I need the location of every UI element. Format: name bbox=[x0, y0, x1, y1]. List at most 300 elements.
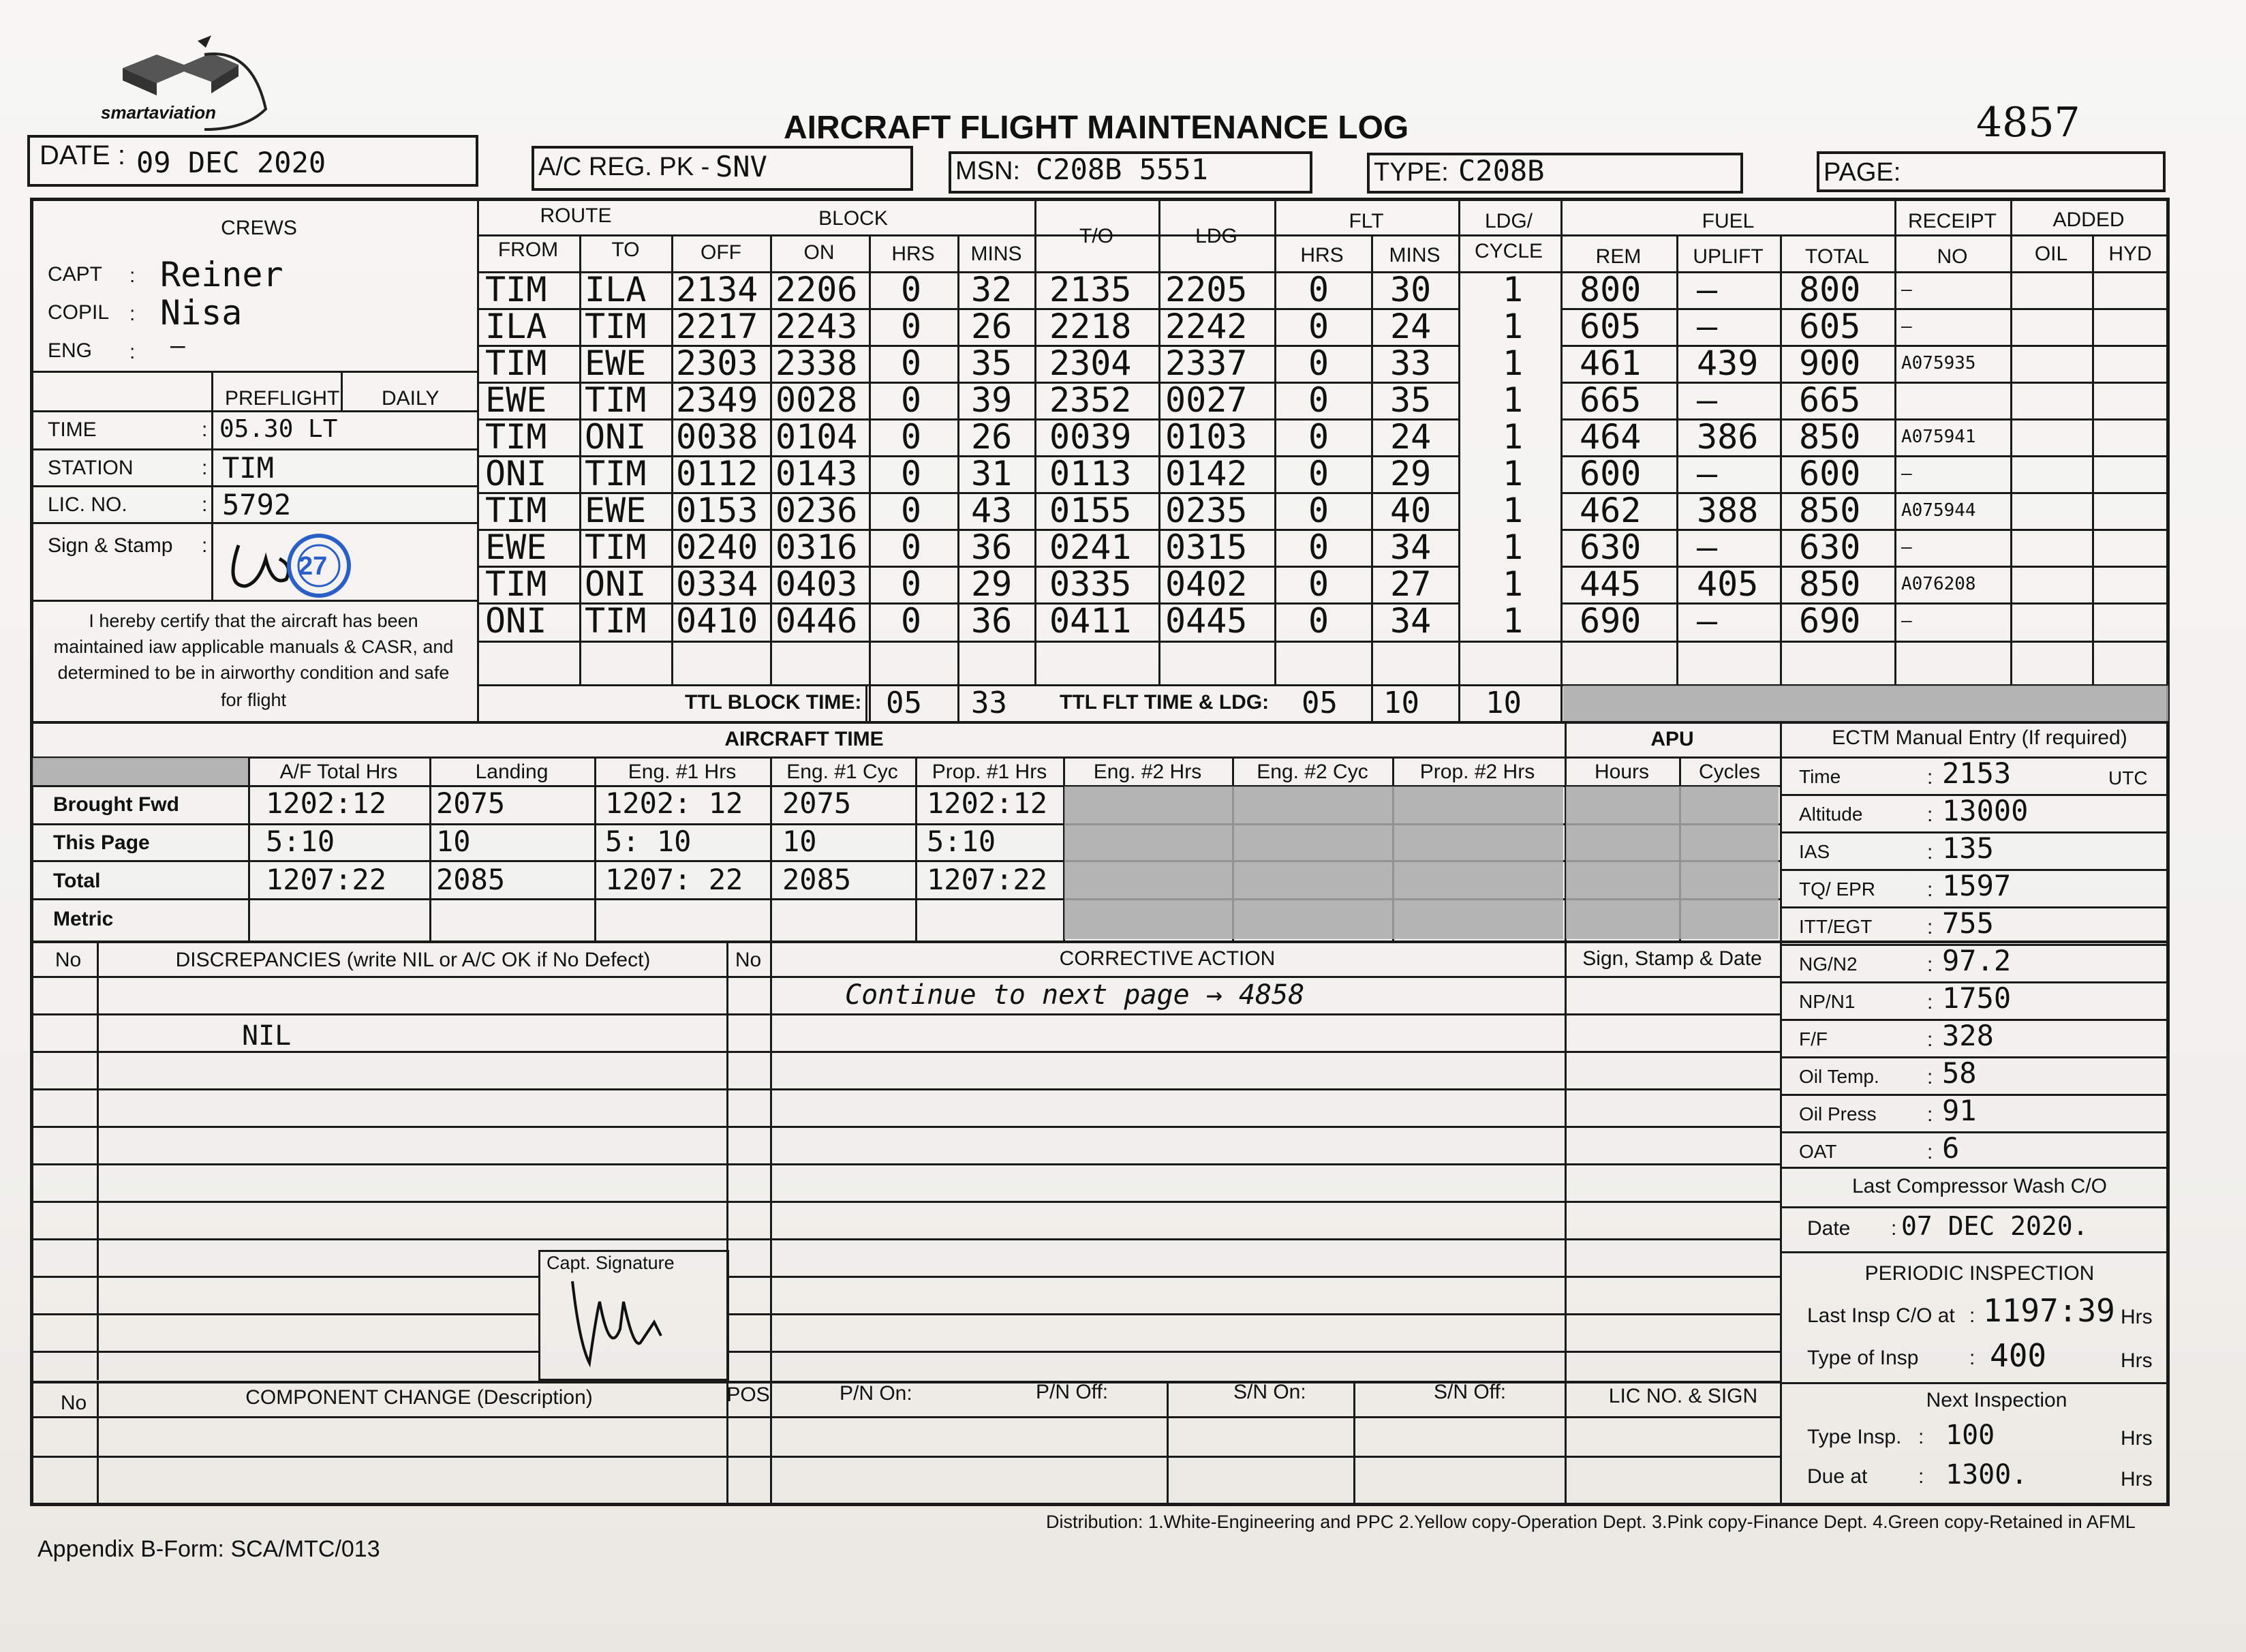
flight-cell-bh: 0 bbox=[901, 270, 922, 309]
eng2-shade bbox=[1064, 786, 1563, 939]
disc-line bbox=[30, 1201, 726, 1203]
sign-stamp-heading: Sign, Stamp & Date bbox=[1582, 947, 1762, 970]
flight-cell-rem: 464 bbox=[1580, 417, 1642, 457]
flight-cell-cycle: 1 bbox=[1503, 343, 1524, 383]
ectm-label: F/F bbox=[1799, 1028, 1828, 1050]
flight-cell-takeoff: 0241 bbox=[1049, 527, 1132, 567]
ectm-label: Time bbox=[1799, 766, 1841, 787]
atime-cell: 2075 bbox=[782, 786, 852, 820]
atime-cell: 1202: 12 bbox=[605, 786, 743, 820]
flight-cell-bm: 43 bbox=[971, 491, 1013, 530]
daily-label: DAILY bbox=[382, 387, 440, 410]
ectm-value: 1597 bbox=[1942, 869, 2012, 902]
capt-sep: : bbox=[129, 264, 136, 287]
ttl-block-hrs: 05 bbox=[886, 686, 922, 720]
flight-cell-on: 0236 bbox=[775, 491, 858, 530]
type-insp-value: 400 bbox=[1990, 1337, 2047, 1374]
flight-cell-rem: 600 bbox=[1580, 454, 1642, 493]
flight-cell-cycle: 1 bbox=[1503, 417, 1524, 457]
ttl-flt-hrs: 05 bbox=[1302, 686, 1338, 720]
flight-cell-total: 690 bbox=[1799, 601, 1861, 641]
flight-cell-to: ONI bbox=[585, 417, 647, 457]
lic-label: LIC. NO. bbox=[48, 493, 127, 516]
atime-row-label: Brought Fwd bbox=[53, 793, 179, 816]
flight-cell-takeoff: 2352 bbox=[1049, 380, 1132, 420]
flight-cell-fh: 0 bbox=[1308, 380, 1329, 420]
flight-cell-on: 0403 bbox=[775, 564, 858, 604]
flight-cell-off: 2217 bbox=[676, 307, 758, 346]
flight-cell-bm: 35 bbox=[971, 343, 1013, 383]
flight-cell-cycle: 1 bbox=[1503, 491, 1524, 530]
flt-heading: FLT bbox=[1349, 210, 1384, 232]
flight-cell-to: TIM bbox=[585, 307, 647, 346]
certify-line-2: maintained iaw applicable manuals & CASR, and bbox=[53, 637, 454, 657]
flight-cell-landing: 0235 bbox=[1165, 491, 1248, 530]
flight-cell-bm: 31 bbox=[971, 454, 1013, 493]
off-heading: OFF bbox=[701, 241, 741, 264]
pn-off-heading: P/N Off: bbox=[1036, 1381, 1109, 1403]
apu-shade bbox=[1566, 786, 1779, 939]
atime-cell: 5: 10 bbox=[605, 825, 692, 858]
flight-cell-receipt: A075944 bbox=[1901, 500, 1976, 521]
flight-cell-fm: 35 bbox=[1390, 380, 1432, 420]
next-insp-heading: Next Inspection bbox=[1926, 1389, 2067, 1411]
flight-cell-uplift: — bbox=[1697, 454, 1718, 493]
next-type-hrs: Hrs bbox=[2121, 1427, 2153, 1450]
brand-name: smartaviation bbox=[101, 102, 217, 123]
station-value: TIM bbox=[222, 451, 274, 485]
ectm-value: 755 bbox=[1942, 906, 1994, 940]
atime-row-label: Total bbox=[53, 870, 101, 892]
pn-on-heading: P/N On: bbox=[840, 1382, 912, 1405]
pos-heading: POS bbox=[726, 1383, 770, 1406]
ectm-sep: : bbox=[1927, 1141, 1933, 1163]
ectm-unit: UTC bbox=[2108, 767, 2148, 789]
flight-cell-total: 605 bbox=[1799, 307, 1861, 346]
type-insp-sep: : bbox=[1969, 1347, 1975, 1369]
certify-line-4: for flight bbox=[220, 690, 287, 710]
flight-cell-takeoff: 2135 bbox=[1049, 270, 1132, 309]
ectm-label: NG/N2 bbox=[1799, 953, 1858, 975]
flight-cell-total: 850 bbox=[1799, 491, 1861, 530]
flight-cell-off: 0334 bbox=[676, 564, 758, 604]
corrective-line bbox=[726, 1351, 1780, 1353]
aircraft-time-heading: AIRCRAFT TIME bbox=[724, 728, 884, 750]
station-sep: : bbox=[202, 457, 208, 479]
flight-cell-takeoff: 2218 bbox=[1049, 307, 1132, 346]
flight-cell-bh: 0 bbox=[901, 343, 922, 383]
flight-cell-bm: 36 bbox=[971, 601, 1013, 641]
fuel-row-line bbox=[1560, 345, 2170, 347]
fuel-row-line bbox=[1560, 455, 2170, 457]
disc-line bbox=[30, 1013, 726, 1015]
flight-cell-rem: 461 bbox=[1580, 343, 1642, 383]
flight-cell-rem: 630 bbox=[1580, 527, 1642, 567]
block-heading: BLOCK bbox=[818, 207, 888, 230]
flight-cell-cycle: 1 bbox=[1503, 601, 1524, 641]
col-eng1-cyc: Eng. #1 Cyc bbox=[786, 761, 898, 783]
next-type-label: Type Insp. bbox=[1807, 1426, 1902, 1448]
flight-cell-from: TIM bbox=[485, 417, 547, 457]
flight-cell-fh: 0 bbox=[1308, 417, 1329, 457]
flight-cell-takeoff: 0335 bbox=[1049, 564, 1132, 604]
fuel-row-line bbox=[1560, 602, 2170, 605]
crews-heading: CREWS bbox=[221, 217, 297, 239]
flight-cell-fh: 0 bbox=[1308, 343, 1329, 383]
flight-cell-total: 800 bbox=[1799, 270, 1861, 309]
flight-cell-takeoff: 2304 bbox=[1049, 343, 1132, 383]
flight-cell-fm: 34 bbox=[1390, 527, 1432, 567]
flight-cell-fh: 0 bbox=[1308, 454, 1329, 493]
flight-cell-receipt: — bbox=[1901, 279, 1912, 300]
ectm-label: ITT/EGT bbox=[1799, 916, 1873, 937]
flight-cell-from: TIM bbox=[485, 270, 547, 309]
sn-off-heading: S/N Off: bbox=[1434, 1381, 1507, 1403]
fuel-row-line bbox=[1560, 566, 2170, 568]
due-value: 1300. bbox=[1945, 1459, 2028, 1490]
form-number: Appendix B-Form: SCA/MTC/013 bbox=[37, 1536, 380, 1562]
flight-cell-on: 2338 bbox=[775, 343, 858, 383]
corrective-line bbox=[726, 1088, 1780, 1090]
ectm-value: 2153 bbox=[1942, 756, 2012, 790]
eng-sep: : bbox=[129, 341, 136, 363]
disc-line bbox=[30, 1238, 726, 1240]
wash-heading: Last Compressor Wash C/O bbox=[1852, 1175, 2107, 1197]
ectm-sep: : bbox=[1927, 804, 1933, 826]
atime-cell: 2085 bbox=[782, 863, 852, 896]
flight-cell-to: TIM bbox=[585, 380, 647, 420]
ectm-value: 1750 bbox=[1942, 981, 2012, 1015]
flight-cell-off: 2134 bbox=[676, 270, 758, 309]
flight-cell-landing: 0402 bbox=[1165, 564, 1248, 604]
flight-cell-fh: 0 bbox=[1308, 527, 1329, 567]
last-insp-label: Last Insp C/O at bbox=[1807, 1304, 1955, 1327]
flight-cell-landing: 2205 bbox=[1165, 270, 1248, 309]
flight-cell-from: ONI bbox=[485, 454, 547, 493]
ldg-heading: LDG bbox=[1195, 225, 1237, 247]
uplift-heading: UPLIFT bbox=[1693, 245, 1764, 268]
fuel-row-line bbox=[1560, 529, 2170, 531]
fuel-row-line bbox=[1560, 308, 2170, 310]
col-eng1-hrs: Eng. #1 Hrs bbox=[628, 761, 737, 783]
time-sep: : bbox=[202, 418, 208, 441]
last-insp-value: 1197:39 bbox=[1983, 1292, 2115, 1329]
corrective-line bbox=[726, 1013, 1780, 1015]
flight-cell-fm: 24 bbox=[1390, 417, 1432, 457]
ectm-label: Altitude bbox=[1799, 804, 1863, 825]
flight-cell-to: TIM bbox=[585, 454, 647, 493]
flight-cell-rem: 800 bbox=[1580, 270, 1642, 309]
atime-cell: 1207:22 bbox=[266, 863, 387, 896]
flight-cell-uplift: 388 bbox=[1697, 491, 1759, 530]
flight-cell-uplift: — bbox=[1697, 270, 1718, 309]
reg-value: SNV bbox=[716, 150, 767, 183]
on-heading: ON bbox=[803, 241, 835, 264]
ectm-value: 13000 bbox=[1942, 794, 2029, 827]
flight-cell-on: 0446 bbox=[775, 601, 858, 641]
ttl-flt-mins: 10 bbox=[1383, 686, 1419, 720]
atime-cell: 2085 bbox=[436, 863, 506, 896]
block-mins-heading: MINS bbox=[970, 243, 1022, 265]
flight-cell-to: TIM bbox=[585, 601, 647, 641]
ectm-sep: : bbox=[1927, 1028, 1933, 1051]
flight-cell-fm: 30 bbox=[1390, 270, 1432, 309]
receipt-heading-2: NO bbox=[1937, 245, 1968, 268]
flight-cell-off: 0038 bbox=[676, 417, 758, 457]
ectm-label: TQ/ EPR bbox=[1799, 878, 1876, 900]
flight-cell-to: TIM bbox=[585, 527, 647, 567]
fuel-heading: FUEL bbox=[1702, 210, 1755, 232]
flt-hrs-heading: HRS bbox=[1300, 244, 1344, 266]
flight-cell-uplift: — bbox=[1697, 527, 1718, 567]
flight-cell-total: 600 bbox=[1799, 454, 1861, 493]
apu-heading: APU bbox=[1650, 728, 1694, 750]
ectm-label: Oil Temp. bbox=[1799, 1066, 1879, 1087]
page-label: PAGE: bbox=[1824, 158, 1901, 187]
flight-cell-takeoff: 0155 bbox=[1049, 491, 1132, 530]
flight-cell-on: 0028 bbox=[775, 380, 858, 420]
flight-cell-fh: 0 bbox=[1308, 491, 1329, 530]
flight-cell-on: 0316 bbox=[775, 527, 858, 567]
ectm-value: 328 bbox=[1942, 1019, 1994, 1052]
flight-cell-receipt: — bbox=[1901, 611, 1912, 631]
last-insp-sep: : bbox=[1969, 1304, 1975, 1327]
type-insp-hrs: Hrs bbox=[2121, 1349, 2153, 1372]
takeoff-heading: T/O bbox=[1079, 225, 1113, 247]
due-label: Due at bbox=[1807, 1465, 1868, 1488]
flt-mins-heading: MINS bbox=[1389, 244, 1441, 266]
atime-cell: 2075 bbox=[436, 786, 506, 820]
ectm-sep: : bbox=[1927, 953, 1933, 976]
flight-cell-from: EWE bbox=[485, 380, 547, 420]
date-value: 09 DEC 2020 bbox=[136, 146, 326, 179]
flight-cell-uplift: 386 bbox=[1697, 417, 1759, 457]
flight-cell-cycle: 1 bbox=[1503, 564, 1524, 604]
flight-cell-off: 0153 bbox=[676, 491, 758, 530]
flight-cell-off: 2303 bbox=[676, 343, 758, 383]
atime-row-label: Metric bbox=[53, 908, 114, 930]
flight-cell-landing: 2337 bbox=[1165, 343, 1248, 383]
col-prop1-hrs: Prop. #1 Hrs bbox=[932, 761, 1047, 783]
disc-heading: DISCREPANCIES (write NIL or A/C OK if No Defect) bbox=[175, 949, 651, 971]
flight-cell-bm: 39 bbox=[971, 380, 1013, 420]
station-label: STATION bbox=[48, 457, 134, 479]
wash-sep: : bbox=[1891, 1217, 1897, 1240]
copil-label: COPIL bbox=[48, 301, 110, 324]
flight-cell-total: 665 bbox=[1799, 380, 1861, 420]
flight-cell-fm: 29 bbox=[1390, 454, 1432, 493]
ectm-label: Oil Press bbox=[1799, 1103, 1877, 1125]
capt-label: CAPT bbox=[48, 263, 103, 286]
corrective-line bbox=[726, 1313, 1780, 1315]
flight-cell-fm: 24 bbox=[1390, 307, 1432, 346]
flight-cell-total: 900 bbox=[1799, 343, 1861, 383]
certify-line-3: determined to be in airworthy condition and safe bbox=[57, 662, 450, 683]
aircraft-time-corner-shade bbox=[33, 758, 248, 785]
oil-heading: OIL bbox=[2034, 243, 2068, 265]
flight-cell-landing: 0142 bbox=[1165, 454, 1248, 493]
flight-cell-to: EWE bbox=[585, 491, 647, 530]
type-value: C208B bbox=[1458, 154, 1545, 187]
lic-sign-heading: LIC NO. & SIGN bbox=[1608, 1385, 1758, 1407]
flight-cell-bm: 36 bbox=[971, 527, 1013, 567]
eng-label: ENG bbox=[48, 339, 93, 362]
flight-cell-fm: 33 bbox=[1390, 343, 1432, 383]
preflight-label: PREFLIGHT bbox=[225, 387, 340, 410]
sign-label: Sign & Stamp bbox=[48, 534, 173, 557]
time-value: 05.30 LT bbox=[219, 415, 338, 443]
corrective-line bbox=[726, 1276, 1780, 1278]
ectm-sep: : bbox=[1927, 841, 1933, 863]
flight-cell-receipt: A075941 bbox=[1901, 427, 1976, 447]
comp-no-heading: No bbox=[60, 1392, 87, 1414]
flight-cell-bh: 0 bbox=[901, 417, 922, 457]
ectm-sep: : bbox=[1927, 1103, 1933, 1126]
flight-cell-on: 2243 bbox=[775, 307, 858, 346]
flight-cell-from: TIM bbox=[485, 564, 547, 604]
ectm-value: 135 bbox=[1942, 831, 1994, 865]
ectm-sep: : bbox=[1927, 916, 1933, 938]
capt-signature bbox=[559, 1274, 695, 1377]
flight-cell-rem: 690 bbox=[1580, 601, 1642, 641]
certify-line-1: I hereby certify that the aircraft has been bbox=[89, 611, 418, 631]
flight-cell-takeoff: 0113 bbox=[1049, 454, 1132, 493]
flight-cell-bm: 26 bbox=[971, 417, 1013, 457]
ectm-sep: : bbox=[1927, 766, 1933, 789]
atime-cell: 1207: 22 bbox=[605, 863, 743, 896]
fuel-row-line bbox=[1560, 418, 2170, 420]
flight-cell-fh: 0 bbox=[1308, 601, 1329, 641]
col-apu-cycles: Cycles bbox=[1698, 761, 1761, 783]
flight-cell-on: 0143 bbox=[775, 454, 858, 493]
flight-cell-total: 630 bbox=[1799, 527, 1861, 567]
ectm-sep: : bbox=[1927, 1066, 1933, 1088]
flight-cell-landing: 0315 bbox=[1165, 527, 1248, 567]
flight-cell-to: EWE bbox=[585, 343, 647, 383]
flight-cell-from: EWE bbox=[485, 527, 547, 567]
flight-cell-rem: 665 bbox=[1580, 380, 1642, 420]
flight-cell-to: ONI bbox=[585, 564, 647, 604]
hyd-heading: HYD bbox=[2108, 243, 2152, 265]
corrective-heading: CORRECTIVE ACTION bbox=[1059, 947, 1276, 970]
col-af-total: A/F Total Hrs bbox=[279, 761, 398, 783]
msn-value: C208B 5551 bbox=[1036, 153, 1208, 186]
flight-cell-from: TIM bbox=[485, 491, 547, 530]
flight-cell-off: 0410 bbox=[676, 601, 758, 641]
flight-cell-takeoff: 0039 bbox=[1049, 417, 1132, 457]
atime-cell: 1202:12 bbox=[266, 786, 387, 820]
ectm-heading: ECTM Manual Entry (If required) bbox=[1832, 726, 2127, 749]
due-hrs: Hrs bbox=[2121, 1468, 2153, 1490]
periodic-heading: PERIODIC INSPECTION bbox=[1864, 1262, 2095, 1285]
to-heading: TO bbox=[611, 239, 640, 261]
disc-line bbox=[30, 1051, 726, 1053]
disc-line bbox=[30, 1351, 538, 1353]
col-eng2-hrs: Eng. #2 Hrs bbox=[1093, 761, 1202, 783]
corrective-entry: Continue to next page → 4858 bbox=[845, 979, 1305, 1011]
disc-line bbox=[30, 1126, 726, 1128]
atime-cell: 5:10 bbox=[927, 825, 996, 858]
ectm-sep: : bbox=[1927, 878, 1933, 901]
added-heading: ADDED bbox=[2052, 209, 2125, 231]
flight-cell-bh: 0 bbox=[901, 307, 922, 346]
stamp-number: 27 bbox=[298, 552, 328, 581]
flight-cell-bm: 29 bbox=[971, 564, 1013, 604]
due-sep: : bbox=[1918, 1465, 1924, 1488]
flight-cell-landing: 2242 bbox=[1165, 307, 1248, 346]
flight-cell-total: 850 bbox=[1799, 417, 1861, 457]
block-hrs-heading: HRS bbox=[891, 243, 935, 265]
distribution-note: Distribution: 1.White-Engineering and PPC 2.Yellow copy-Operation Dept. 3.Pink copy-Finance Dept. 4.Green copy-Retained in AFML bbox=[1046, 1512, 2136, 1532]
corrective-no-heading: No bbox=[735, 949, 762, 971]
lic-sep: : bbox=[202, 493, 208, 516]
flight-cell-takeoff: 0411 bbox=[1049, 601, 1132, 641]
rem-heading: REM bbox=[1595, 245, 1642, 268]
flight-cell-uplift: — bbox=[1697, 601, 1718, 641]
flight-cell-on: 2206 bbox=[775, 270, 858, 309]
ectm-sep: : bbox=[1927, 991, 1933, 1013]
flight-cell-bh: 0 bbox=[901, 380, 922, 420]
flight-cell-cycle: 1 bbox=[1503, 380, 1524, 420]
flight-cell-receipt: A075935 bbox=[1901, 353, 1976, 373]
lic-value: 5792 bbox=[222, 488, 292, 521]
flight-cell-fh: 0 bbox=[1308, 270, 1329, 309]
form-title: AIRCRAFT FLIGHT MAINTENANCE LOG bbox=[784, 110, 1409, 146]
corrective-line bbox=[726, 1163, 1780, 1165]
corrective-line bbox=[726, 1238, 1780, 1240]
flight-cell-on: 0104 bbox=[775, 417, 858, 457]
disc-no-heading: No bbox=[55, 949, 82, 971]
flight-cell-receipt: — bbox=[1901, 537, 1912, 557]
ttl-block-mins: 33 bbox=[971, 686, 1007, 720]
flight-cell-uplift: — bbox=[1697, 307, 1718, 346]
flight-cell-bh: 0 bbox=[901, 601, 922, 641]
flight-cell-bh: 0 bbox=[901, 527, 922, 567]
flight-cell-uplift: 405 bbox=[1697, 564, 1759, 604]
ectm-value: 91 bbox=[1942, 1094, 1977, 1127]
capt-value: Reiner bbox=[160, 255, 283, 294]
disc-line bbox=[30, 1276, 538, 1278]
type-label: TYPE: bbox=[1374, 158, 1449, 187]
atime-cell: 5:10 bbox=[266, 825, 335, 858]
flight-cell-to: ILA bbox=[585, 270, 647, 309]
flight-cell-landing: 0445 bbox=[1165, 601, 1248, 641]
copil-sep: : bbox=[129, 303, 136, 325]
last-insp-hrs: Hrs bbox=[2121, 1306, 2153, 1328]
col-apu-hours: Hours bbox=[1594, 761, 1650, 783]
flight-cell-rem: 605 bbox=[1580, 307, 1642, 346]
col-eng2-cyc: Eng. #2 Cyc bbox=[1257, 761, 1368, 783]
ectm-label: IAS bbox=[1799, 841, 1830, 862]
flight-cell-receipt: — bbox=[1901, 463, 1912, 484]
flight-cell-from: ONI bbox=[485, 601, 547, 641]
reg-label: A/C REG. PK - bbox=[538, 153, 710, 181]
disc-line bbox=[30, 1088, 726, 1090]
wash-date-label: Date bbox=[1807, 1217, 1851, 1240]
serial-number: 4857 bbox=[1976, 99, 2080, 147]
date-label: DATE : bbox=[40, 140, 125, 170]
flight-cell-off: 0240 bbox=[676, 527, 758, 567]
ttl-ldg: 10 bbox=[1486, 686, 1522, 720]
comp-heading: COMPONENT CHANGE (Description) bbox=[245, 1386, 593, 1409]
ectm-label: NP/N1 bbox=[1799, 991, 1856, 1012]
wash-date-value: 07 DEC 2020. bbox=[1901, 1211, 2089, 1241]
disc-line bbox=[30, 1163, 726, 1165]
sign-sep: : bbox=[202, 534, 208, 557]
msn-label: MSN: bbox=[955, 157, 1020, 185]
next-type-sep: : bbox=[1918, 1426, 1924, 1448]
ectm-value: 6 bbox=[1942, 1131, 1960, 1165]
